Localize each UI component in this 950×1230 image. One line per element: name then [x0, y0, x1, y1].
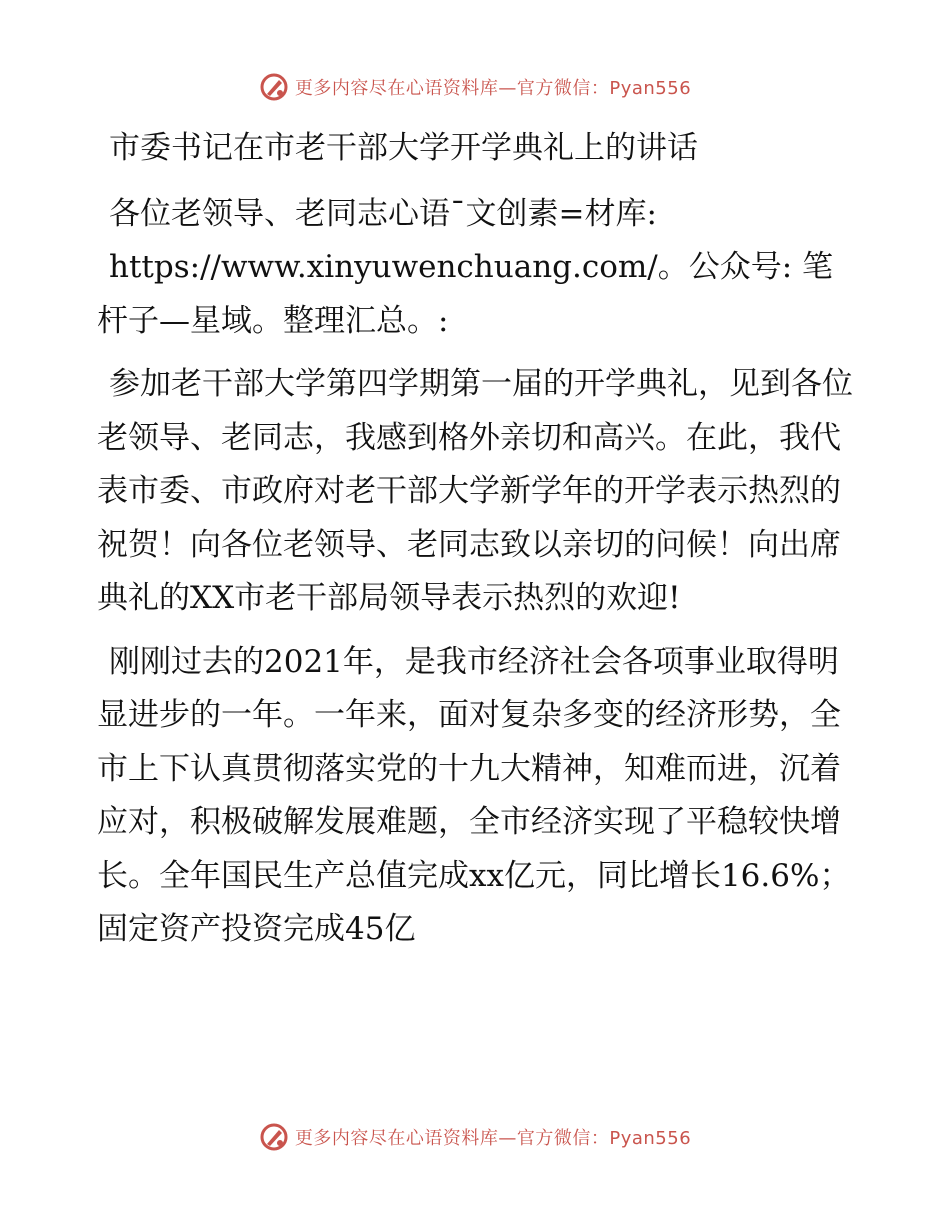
pen-logo-icon [259, 72, 289, 102]
greeting-line: 杆子—星域。整理汇总。: [97, 302, 449, 339]
paragraph-1: 参加老干部大学第四学期第一届的开学典礼，见到各位老领导、老同志，我感到格外亲切和高兴。在此，我代表市委、市政府对老干部大学新学年的开学表示热烈的祝贺！向各位老领导、老同志致以亲切的问候！向出席典礼的XX市老干部局领导表示热烈的欢迎! [97, 366, 853, 616]
paragraph-2: 刚刚过去的2021年，是我市经济社会各项事业取得明显进步的一年。一年来，面对复杂多变的经济形势，全市上下认真贯彻落实党的十九大精神，知难而进，沉着应对，积极破解发展难题，全市经济实现了平稳较快增长。全年国民生产总值完成xx亿元，同比增长16.6%；固定资产投资完成45亿 [97, 643, 851, 947]
greeting-url-line: https://www.xinyuwenchuang.com/。公众号: 笔 [109, 249, 834, 285]
watermark-text: 更多内容尽在心语资料库—官方微信：Pyan556 [294, 78, 692, 99]
greeting-block [97, 188, 857, 349]
footer-watermark [0, 1122, 950, 1152]
header-watermark [0, 72, 950, 102]
watermark-text: 更多内容尽在心语资料库—官方微信：Pyan556 [294, 1128, 692, 1149]
document-title: 市委书记在市老干部大学开学典礼上的讲话 [109, 130, 698, 166]
greeting-line: 各位老领导、老同志心语¯文创素=材库: [109, 195, 657, 232]
document-body [97, 122, 857, 967]
pen-logo-icon [259, 1122, 289, 1152]
